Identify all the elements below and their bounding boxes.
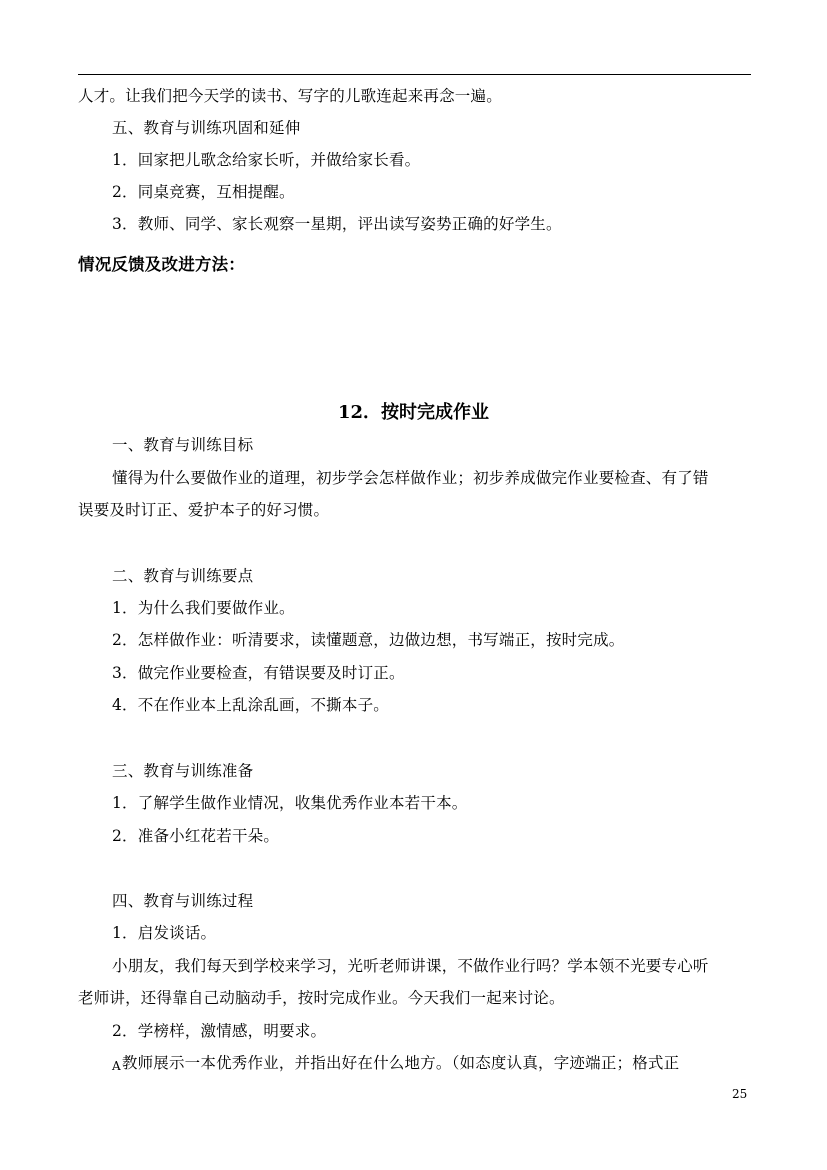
section-heading: 一、教育与训练目标 xyxy=(112,436,254,454)
list-item: 3．教师、同学、家长观察一星期，评出读写姿势正确的好学生。 xyxy=(112,215,562,233)
paragraph-line: 误要及时订正、爱护本子的好习惯。 xyxy=(78,501,330,519)
paragraph-line: 老师讲，还得靠自己动脑动手，按时完成作业。今天我们一起来讨论。 xyxy=(78,989,565,1007)
section-heading: 五、教育与训练巩固和延伸 xyxy=(112,119,301,137)
list-item: 1．回家把儿歌念给家长听，并做给家长看。 xyxy=(112,151,421,169)
list-item: 2．同桌竞赛，互相提醒。 xyxy=(112,183,295,201)
section-heading: 四、教育与训练过程 xyxy=(112,892,254,910)
paragraph-line: 懂得为什么要做作业的道理，初步学会怎样做作业；初步养成做完作业要检查、有了错 xyxy=(112,469,709,487)
feedback-heading: 情况反馈及改进方法： xyxy=(78,255,245,274)
text-line: 人才。让我们把今天学的读书、写字的儿歌连起来再念一遍。 xyxy=(78,87,502,105)
header-rule xyxy=(78,74,751,75)
section-title: 12．按时完成作业 xyxy=(337,402,490,423)
list-item: 4．不在作业本上乱涂乱画，不撕本子。 xyxy=(112,696,389,714)
list-item: 2．准备小红花若干朵。 xyxy=(112,827,280,845)
paragraph-line xyxy=(112,1053,679,1074)
list-item: 3．做完作业要检查，有错误要及时订正。 xyxy=(112,664,405,682)
item-marker: A xyxy=(112,1059,121,1073)
list-item: 2．学榜样，激情感，明要求。 xyxy=(112,1022,327,1040)
list-item: 2．怎样做作业：听清要求，读懂题意，边做边想，书写端正，按时完成。 xyxy=(112,631,625,649)
section-heading: 二、教育与训练要点 xyxy=(112,567,254,585)
paragraph-line: 小朋友，我们每天到学校来学习，光听老师讲课，不做作业行吗？学本领不光要专心听 xyxy=(112,957,709,975)
list-item: 1．为什么我们要做作业。 xyxy=(112,599,295,617)
paragraph-text: 教师展示一本优秀作业，并指出好在什么地方。（如态度认真，字迹端正；格式正 xyxy=(121,1054,680,1072)
page-number: 25 xyxy=(732,1087,748,1101)
section-heading: 三、教育与训练准备 xyxy=(112,762,254,780)
list-item: 1．启发谈话。 xyxy=(112,924,217,942)
list-item: 1．了解学生做作业情况，收集优秀作业本若干本。 xyxy=(112,794,468,812)
